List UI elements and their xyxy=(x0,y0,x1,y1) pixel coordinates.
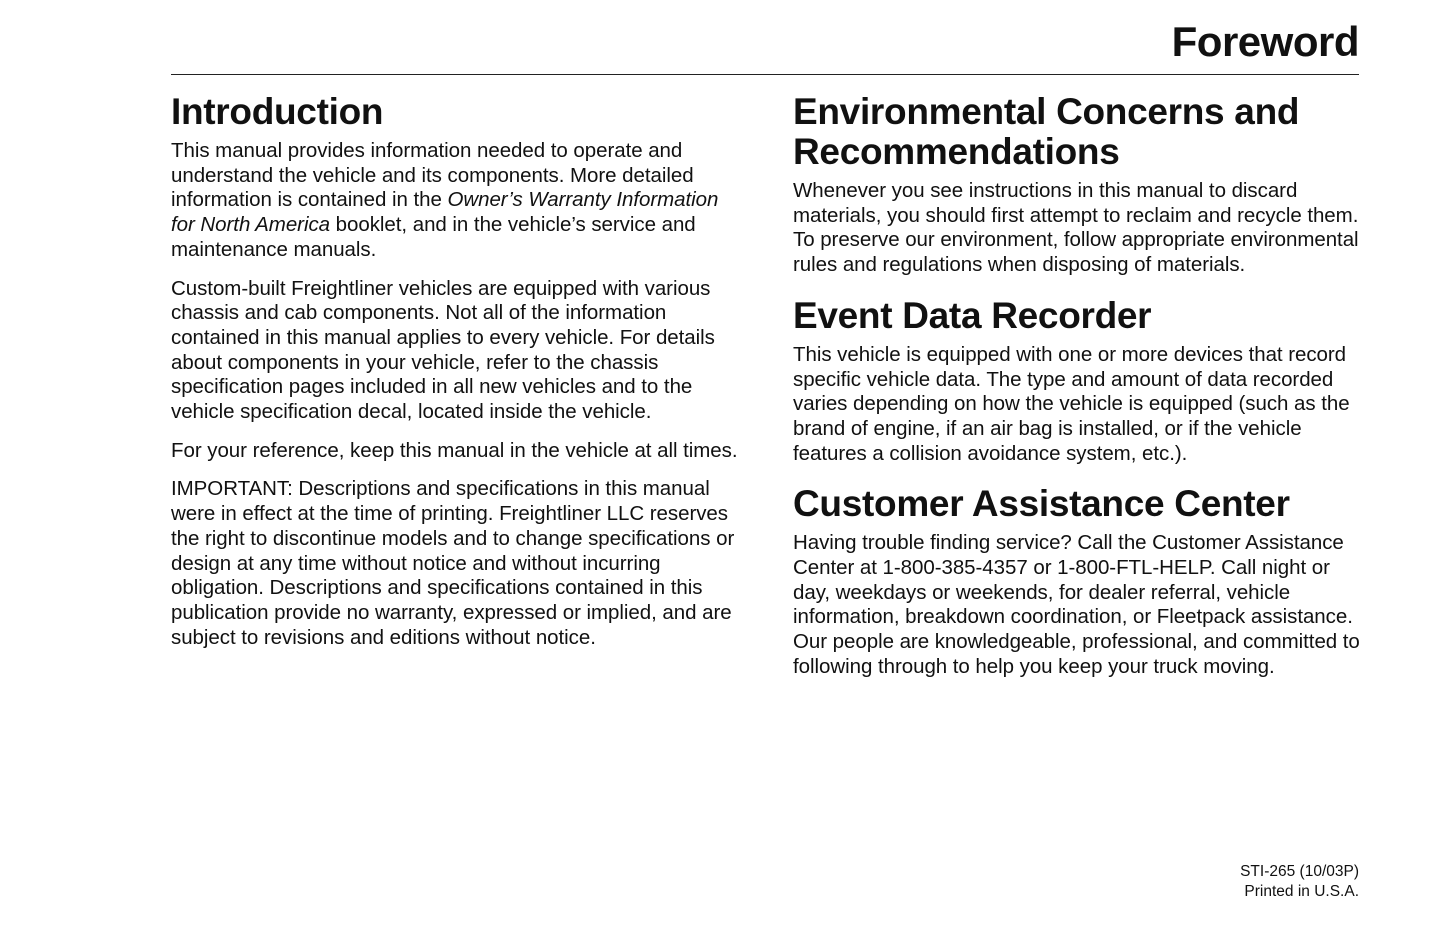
intro-p1-end: booklet, and in the vehicle’s service and maintenance manuals. xyxy=(171,213,696,261)
introduction-paragraph-2: Custom-built Freightliner vehicles are equipped with various chassis and cab components. Not all of the information contained in this manual applies to every vehicle. For details about components in your vehicle, refer to the chassis specification pages included in all new vehicles and to the vehicle specification decal, located inside the vehicle. xyxy=(171,276,715,424)
page-header xyxy=(171,18,1359,75)
introduction-paragraph-3: For your reference, keep this manual in the vehicle at all times. xyxy=(171,438,738,462)
document-code: STI-265 (10/03P) xyxy=(1240,863,1359,880)
introduction-paragraph-4: IMPORTANT: Descriptions and specifications in this manual were in effect at the time of printing. Freightliner LLC reserves the right to discontinue models and to change specifications or design at any time without notice and without incurring obligation. Descriptions and specifications contained in this publication provide no warranty, expressed or implied, and are subject to revisions and editions without notice. xyxy=(171,477,735,649)
introduction-heading: Introduction xyxy=(171,91,384,132)
introduction-section xyxy=(171,92,741,650)
customer-assistance-paragraph: Having trouble finding service? Call the Customer Assistance Center at 1-800-385-4357 or 1-800-FTL-HELP. Call night or day, weekdays or weekends, for dealer referral, vehicle information, breakdown coordination, or Fleetpack assistance. Our people are knowledgeable, professional, and committed to following through to help you keep your truck moving. xyxy=(793,531,1360,678)
warranty-booklet-title: Owner’s Warranty Information for North America xyxy=(171,188,719,237)
customer-assistance-section xyxy=(793,484,1363,679)
environmental-paragraph: Whenever you see instructions in this manual to discard materials, you should first attempt to reclaim and recycle them. To preserve our environment, follow appropriate environmental rules and regulations when disposing of materials. xyxy=(793,179,1359,277)
introduction-paragraph-1 xyxy=(171,139,741,263)
printed-location: Printed in U.S.A. xyxy=(1244,883,1359,900)
environmental-section xyxy=(793,92,1363,278)
intro-p1-start: This manual provides information needed to operate and understand the vehicle and its components. More detailed information is contained in the xyxy=(171,139,694,212)
left-column xyxy=(171,92,741,668)
page-footer xyxy=(1240,862,1359,902)
event-data-recorder-section xyxy=(793,296,1363,467)
event-data-recorder-paragraph: This vehicle is equipped with one or more devices that record specific vehicle data. The type and amount of data recorded varies depending on how the vehicle is equipped (such as the brand of engine, if an air bag is installed, or if the vehicle features a collision avoidance system, etc.). xyxy=(793,342,1350,465)
environmental-heading: Environmental Concerns and Recommendations xyxy=(793,91,1300,172)
customer-assistance-heading: Customer Assistance Center xyxy=(793,483,1290,525)
right-column xyxy=(793,92,1363,698)
event-data-recorder-heading: Event Data Recorder xyxy=(793,294,1152,336)
page-title: Foreword xyxy=(1171,18,1359,65)
